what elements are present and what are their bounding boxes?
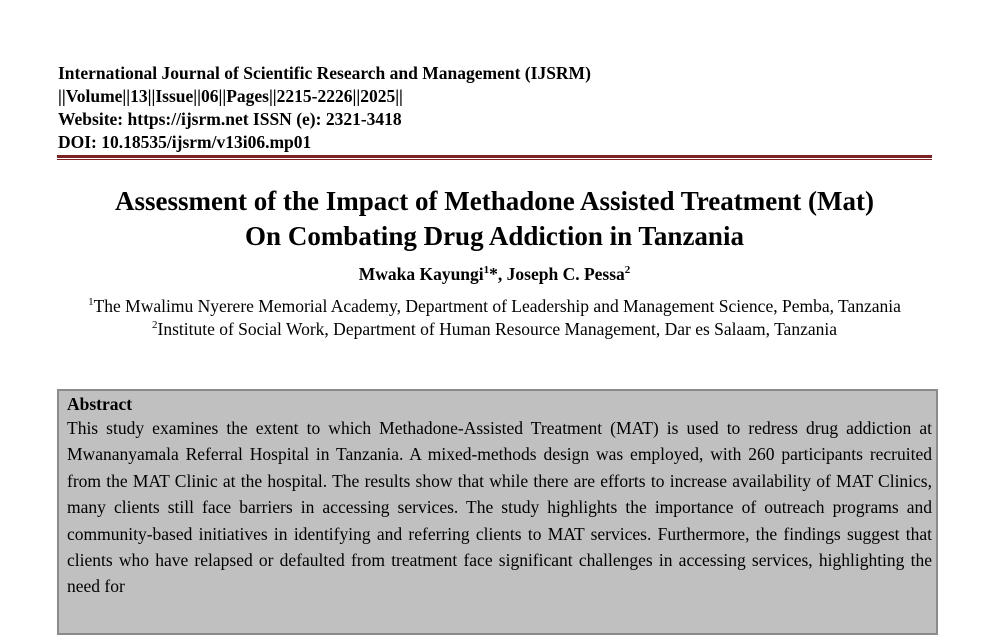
title-line-1: Assessment of the Impact of Methadone Assisted Treatment (Mat) [115,186,874,216]
author-1-name: Mwaka Kayungi [358,264,484,284]
corresponding-mark: *, [489,264,507,284]
abstract-heading: Abstract [67,394,133,414]
author-list [57,262,932,286]
affiliation-1-mark: 1 [88,296,94,309]
journal-name: International Journal of Scientific Research and Management (IJSRM) [58,63,591,83]
doi: DOI: 10.18535/ijsrm/v13i06.mp01 [58,132,312,152]
author-2-affiliation-mark: 2 [624,264,631,277]
affiliation-1 [57,295,932,318]
affiliation-1-text: The Mwalimu Nyerere Memorial Academy, Department of Leadership and Management Science, Pemba, Tanzania [93,296,901,316]
affiliation-2-mark: 2 [152,319,158,332]
author-2-name: Joseph C. Pessa [506,264,625,284]
header-rule-thin [57,159,932,160]
affiliation-2 [57,318,932,341]
affiliations [57,295,932,341]
paper-title [57,184,932,254]
author-1-affiliation-mark: 1 [483,264,490,277]
abstract-body: This study examines the extent to which Methadone-Assisted Treatment (MAT) is used to redress drug addiction at Mwananyamala Referral Hospital in Tanzania. A mixed-methods design was employed, with 260 participants recruited from the MAT Clinic at the hospital. The results show that while there are efforts to increase availability of MAT Clinics, many clients still face barriers in accessing services. The study highlights the importance of outreach programs and community-based initiatives in identifying and referring clients to MAT services. Furthermore, the findings suggest that clients who have relapsed or defaulted from treatment face significant challenges in accessing services, highlighting the need for [67,418,932,597]
abstract-box [57,389,938,635]
website-issn: Website: https://ijsrm.net ISSN (e): 2321-3418 [58,109,402,129]
header-rule-thick [57,155,932,158]
volume-issue-pages: ||Volume||13||Issue||06||Pages||2215-2226||2025|| [58,86,403,106]
journal-header [58,62,591,154]
affiliation-2-text: Institute of Social Work, Department of Human Resource Management, Dar es Salaam, Tanzania [157,319,837,339]
title-line-2: On Combating Drug Addiction in Tanzania [245,221,744,251]
